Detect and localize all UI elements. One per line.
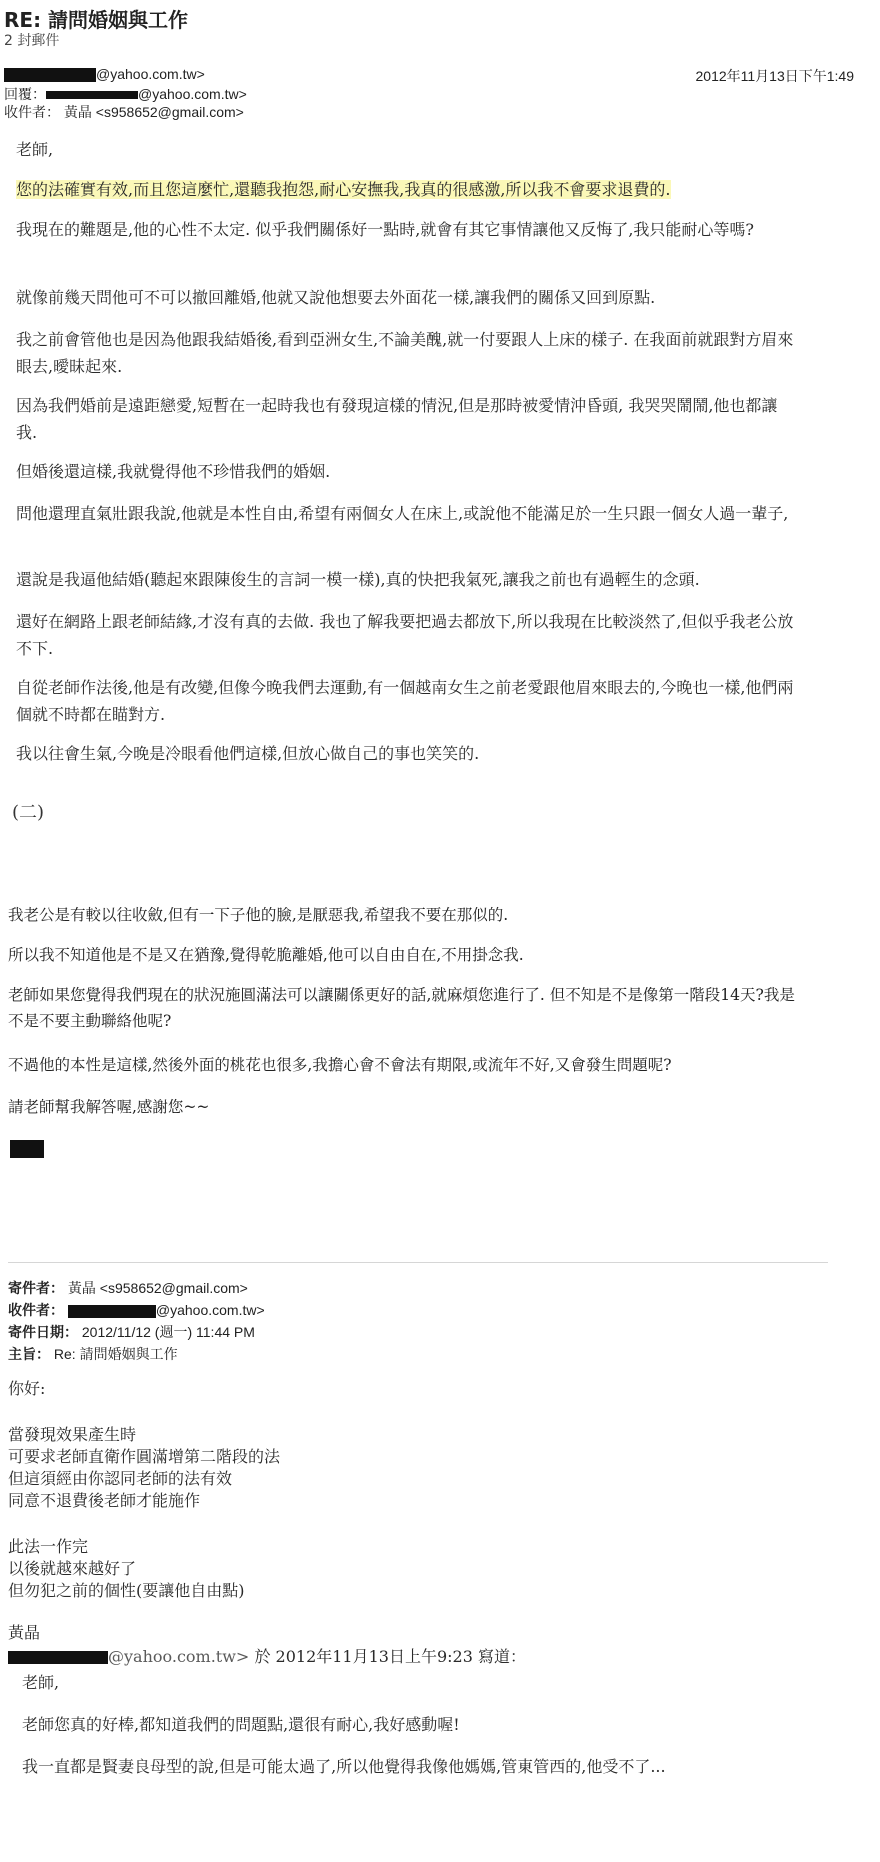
from-line: [4, 66, 205, 82]
to-line: [4, 102, 244, 122]
email-subject: RE: 請問婚姻與工作: [4, 8, 189, 32]
paragraph-4: 我之前會管他也是因為他跟我結婚後,看到亞洲女生,不論美醜,就一付要跟人上床的樣子. 在我面前就跟對方眉來眼去,曖昧起來.: [16, 330, 794, 376]
greeting: 老師,: [16, 140, 54, 159]
to-label: 收件者：: [4, 104, 60, 120]
paragraph-13: 所以我不知道他是不是又在猶豫,覺得乾脆離婚,他可以自由自在,不用掛念我.: [8, 946, 524, 964]
fwd-signature: 黃晶: [8, 1623, 41, 1642]
reply-to-domain: @yahoo.com.tw>: [138, 86, 247, 102]
fwd-to-label: 收件者：: [8, 1302, 64, 1318]
redacted-reply-to: [46, 91, 138, 99]
fwd-to-line: [8, 1300, 265, 1320]
paragraph-8: 還說是我逼他結婚(聽起來跟陳俊生的言詞一模一樣),真的快把我氣死,讓我之前也有過輕生的念頭.: [16, 570, 700, 589]
fwd-hello: 你好:: [8, 1379, 46, 1398]
paragraph-3: 就像前幾天問他可不可以撤回離婚,他就又說他想要去外面花一樣,讓我們的關係又回到原點.: [16, 288, 656, 307]
paragraph-7: 問他還理直氣壯跟我說,他就是本性自由,希望有兩個女人在床上,或說他不能滿足於一生只跟一個女人過一輩子,: [16, 504, 789, 523]
fwd-to-domain: @yahoo.com.tw>: [155, 1302, 265, 1318]
paragraph-11: 我以往會生氣,今晚是冷眼看他們這樣,但放心做自己的事也笑笑的.: [16, 744, 480, 763]
fwd-line-1: 當發現效果產生時: [8, 1425, 137, 1444]
fwd-from-line: [8, 1278, 248, 1298]
fwd-line-7: 但勿犯之前的個性(要讓他自由點): [8, 1581, 245, 1600]
fwd-subject-label: 主旨：: [8, 1346, 50, 1362]
quoted-line-1: 老師您真的好棒,都知道我們的問題點,還很有耐心,我好感動喔!: [22, 1715, 460, 1734]
fwd-subject-line: [8, 1344, 178, 1364]
highlighted-text: 您的法確實有效,而且您這麼忙,還聽我抱怨,耐心安撫我,我真的很感激,所以我不會要求退費的.: [16, 180, 671, 199]
section-mark: (二): [12, 802, 45, 823]
paragraph-15: 不過他的本性是這樣,然後外面的桃花也很多,我擔心會不會法有期限,或流年不好,又會發生問題呢?: [8, 1056, 672, 1074]
paragraph-14: 老師如果您覺得我們現在的狀況施圓滿法可以讓關係更好的話,就麻煩您進行了. 但不知是不是像第一階段14天?我是不是不要主動聯絡他呢?: [8, 986, 795, 1030]
fwd-subject-value: Re: 請問婚姻與工作: [53, 1346, 178, 1362]
paragraph-9: 還好在網路上跟老師結緣,才沒有真的去做. 我也了解我要把過去都放下,所以我現在比較淡然了,但似乎我老公放不下.: [16, 612, 794, 658]
fwd-line-2: 可要求老師直衛作圓滿增第二階段的法: [8, 1447, 281, 1466]
paragraph-12: 我老公是有較以往收斂,但有一下子他的臉,是厭惡我,希望我不要在那似的.: [8, 906, 509, 924]
reply-header: [8, 1646, 808, 1668]
reply-to-label: 回覆：: [4, 86, 46, 102]
quoted-greeting: 老師,: [22, 1673, 60, 1692]
fwd-date-label: 寄件日期：: [8, 1324, 78, 1340]
fwd-line-3: 但這須經由你認同老師的法有效: [8, 1469, 233, 1488]
fwd-from-label: 寄件者：: [8, 1280, 64, 1296]
paragraph-16: 請老師幫我解答喔,感謝您~~: [8, 1098, 210, 1116]
paragraph-2: 我現在的難題是,他的心性不太定. 似乎我們關係好一點時,就會有其它事情讓他又反悔了,我只能耐心等嗎?: [16, 220, 755, 239]
redacted-reply-sender: [8, 1651, 108, 1664]
redacted-recipient: [68, 1305, 156, 1318]
fwd-line-6: 以後就越來越好了: [8, 1559, 137, 1578]
quoted-line-2: 我一直都是賢妻良母型的說,但是可能太過了,所以他覺得我像他媽媽,管東管西的,他受不了...: [22, 1757, 666, 1776]
email-date: 2012年11月13日下午1:49: [695, 68, 854, 84]
paragraph-1: [16, 176, 796, 203]
redacted-sender: [4, 68, 96, 82]
fwd-line-4: 同意不退費後老師才能施作: [8, 1491, 201, 1510]
redacted-signature: [10, 1140, 44, 1158]
divider: [8, 1262, 828, 1263]
fwd-from-value: 黃晶 <s958652@gmail.com>: [67, 1280, 248, 1296]
paragraph-5: 因為我們婚前是遠距戀愛,短暫在一起時我也有發現這樣的情況,但是那時被愛情沖昏頭, 我哭哭鬧鬧,他也都讓我.: [16, 396, 778, 442]
paragraph-10: 自從老師作法後,他是有改變,但像今晚我們去運動,有一個越南女生之前老愛跟他眉來眼去的,今晚也一樣,他們兩個就不時都在瞄對方.: [16, 678, 794, 724]
fwd-line-5: 此法一作完: [8, 1537, 89, 1556]
paragraph-6: 但婚後還這樣,我就覺得他不珍惜我們的婚姻.: [16, 462, 331, 481]
from-domain: @yahoo.com.tw>: [96, 66, 205, 82]
reply-domain: @yahoo.com.tw>: [108, 1647, 250, 1666]
fwd-date-line: [8, 1322, 255, 1342]
message-count: 2 封郵件: [4, 33, 60, 49]
to-value: 黃晶 <s958652@gmail.com>: [63, 104, 244, 120]
fwd-date-value: 2012/11/12 (週一) 11:44 PM: [81, 1324, 255, 1340]
reply-suffix: 於 2012年11月13日上午9:23 寫道：: [254, 1647, 526, 1666]
reply-to-line: [4, 84, 247, 104]
